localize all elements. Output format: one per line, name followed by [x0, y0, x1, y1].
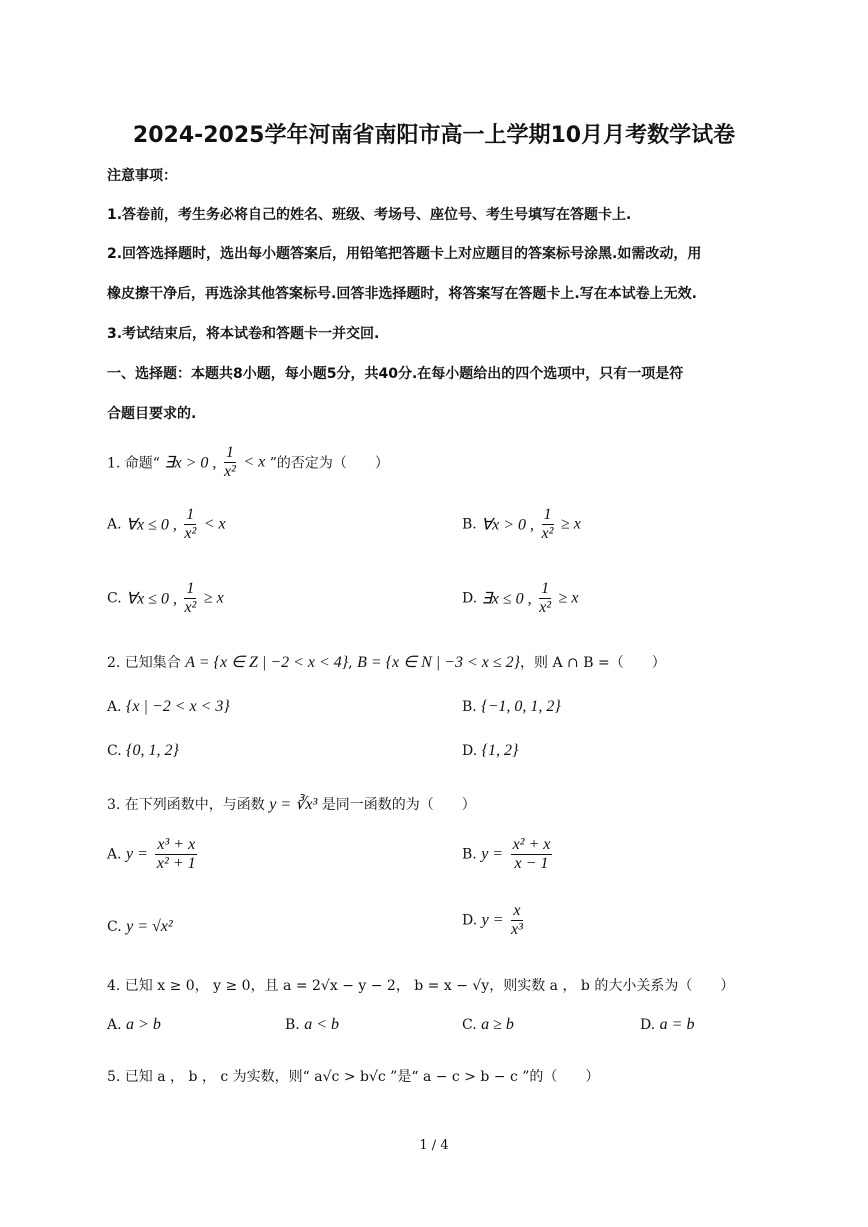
option-label: C. — [107, 590, 122, 607]
q3-suffix: 是同一函数的为（ ） — [321, 797, 476, 813]
q4-option-d — [640, 1016, 694, 1034]
option-relation: ≥ x — [558, 589, 579, 607]
option-quantifier: ∀x ≤ 0 , — [126, 516, 177, 534]
option-fraction: $\frac{1}{\text{x²}}$ — [539, 580, 552, 616]
option-label: D. — [640, 1017, 656, 1033]
q3-option-a — [107, 836, 200, 873]
q2-option-b — [462, 698, 561, 716]
q2-option-d — [462, 742, 518, 760]
option-quantifier: ∃x ≤ 0 , — [481, 590, 532, 608]
note-2a: 2.回答选择题时，选出每小题答案后，用铅笔把答题卡上对应题目的答案标号涂黑.如需改动，用 — [107, 246, 702, 262]
option-label: C. — [462, 1017, 477, 1033]
option-fraction: $\frac{1}{\text{x²}}$ — [184, 580, 197, 616]
q1-option-d — [462, 580, 578, 617]
option-label: C. — [107, 919, 122, 935]
option-label: D. — [462, 590, 478, 607]
option-y-eq: y = — [481, 911, 504, 929]
question-4: 4. 已知 x ≥ 0， y ≥ 0，且 a = 2√x − y − 2， b = x − √y，则实数 a ， b 的大小关系为（ ） — [107, 978, 735, 994]
option-value: {x | −2 < x < 3} — [126, 698, 230, 715]
q2-set-a: A = {x ∈ Z | −2 < x < 4} — [185, 654, 349, 671]
option-label: A. — [107, 846, 122, 863]
note-3: 3.考试结束后，将本试卷和答题卡一并交回. — [107, 326, 380, 342]
option-label: C. — [107, 743, 122, 759]
q1-fraction — [224, 444, 236, 481]
q1-rel: < x — [243, 453, 266, 471]
option-y-eq: y = — [481, 845, 504, 863]
question-5: 5. 已知 a ， b ， c 为实数，则“ a√c > b√c ”是“ a − c > b − c ”的（ ） — [107, 1069, 600, 1085]
option-label: D. — [462, 912, 478, 929]
option-value: a > b — [126, 1016, 161, 1033]
option-relation: < x — [203, 515, 226, 533]
option-value: a < b — [304, 1016, 339, 1033]
option-quantifier: ∀x ≤ 0 , — [126, 590, 177, 608]
option-fraction: $\frac{1}{\text{x²}}$ — [541, 506, 554, 542]
q4-option-a — [107, 1016, 161, 1034]
option-value: {−1, 0, 1, 2} — [481, 698, 561, 715]
q1-prefix: 1. 命题“ — [107, 455, 160, 472]
q1-frac-num: 1 — [225, 444, 234, 461]
q1-option-a — [107, 506, 226, 543]
question-1 — [107, 444, 389, 481]
option-label: B. — [285, 1017, 300, 1033]
option-fraction: $\frac{\text{x³ + x}}{\text{x² + 1}}$ — [156, 836, 196, 872]
note-1: 1.答卷前，考生务必将自己的姓名、班级、考场号、座位号、考生号填写在答题卡上. — [107, 207, 632, 223]
q1-cond: ∃x > 0 , — [164, 454, 217, 472]
option-relation: ≥ x — [203, 589, 224, 607]
q3-option-d — [462, 902, 526, 939]
q4-option-b — [285, 1016, 339, 1034]
q3-option-b — [462, 836, 555, 873]
option-relation: ≥ x — [560, 515, 581, 533]
q3-prefix: 3. 在下列函数中，与函数 — [107, 797, 265, 813]
option-label: A. — [107, 516, 122, 533]
option-fraction: $\frac{1}{\text{x²}}$ — [184, 506, 197, 542]
q4-option-c — [462, 1016, 514, 1034]
q3-option-c — [107, 918, 173, 936]
option-label: A. — [107, 699, 122, 715]
notes-heading: 注意事项： — [107, 168, 177, 184]
q1-suffix: ”的否定为（ ） — [269, 455, 389, 472]
q1-option-b — [462, 506, 581, 543]
section1-line2: 合题目要求的. — [107, 406, 197, 422]
q2-option-a — [107, 698, 230, 716]
option-fraction: $\frac{\text{x² + x}}{x - 1}$ — [512, 836, 551, 872]
q3-function: y = ∛x³ — [269, 796, 318, 813]
option-y-eq: y = — [126, 845, 148, 863]
option-label: D. — [462, 743, 478, 759]
q1-frac-den: x² — [223, 463, 236, 480]
option-quantifier: ∀x > 0 , — [481, 516, 535, 534]
option-value: a = b — [659, 1016, 695, 1033]
option-value: a ≥ b — [481, 1016, 514, 1033]
question-2: 2. 已知集合 A = {x ∈ Z | −2 < x < 4}, B = {x ∈ N | −3 < x ≤ 2}，则 A ∩ B =（ ） — [107, 654, 666, 671]
option-label: B. — [462, 846, 477, 863]
option-label: A. — [107, 1017, 122, 1033]
option-value: y = √x² — [126, 918, 173, 935]
option-label: B. — [462, 516, 477, 533]
note-2b: 橡皮擦干净后，再选涂其他答案标号.回答非选择题时，将答案写在答题卡上.写在本试卷上无效. — [107, 286, 697, 302]
q2-suffix: ，则 A ∩ B =（ ） — [520, 655, 666, 671]
question-3 — [107, 794, 476, 814]
option-value: {0, 1, 2} — [126, 742, 179, 759]
section1-line1: 一、选择题：本题共8小题，每小题5分，共40分.在每小题给出的四个选项中，只有一项是符 — [107, 366, 684, 382]
q2-set-b: B = {x ∈ N | −3 < x ≤ 2} — [357, 654, 521, 671]
page-number: 1 / 4 — [419, 1138, 449, 1153]
q2-prefix: 2. 已知集合 — [107, 655, 181, 671]
option-value: {1, 2} — [481, 742, 519, 759]
q1-option-c — [107, 580, 224, 617]
exam-title: 2024-2025学年河南省南阳市高一上学期10月月考数学试卷 — [132, 123, 736, 148]
option-fraction: $\frac{x}{\text{x³}}$ — [511, 902, 523, 938]
option-label: B. — [462, 699, 477, 715]
q2-option-c — [107, 742, 179, 760]
